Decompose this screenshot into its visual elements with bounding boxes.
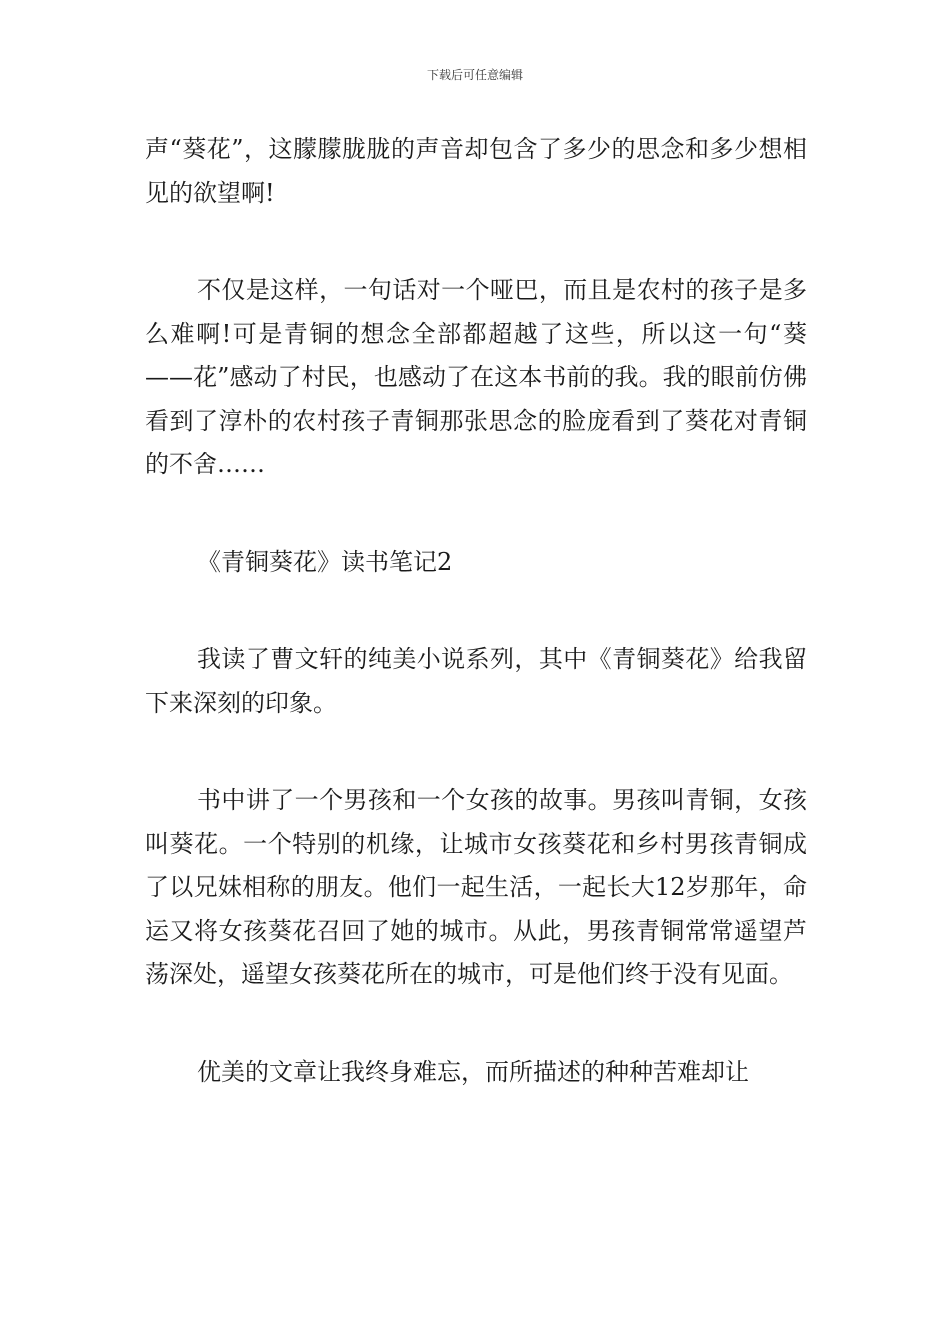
paragraph-2: 不仅是这样，一句话对一个哑巴，而且是农村的孩子是多么难啊!可是青铜的想念全部都超越了这些，所以这一句“葵——花”感动了村民，也感动了在这本书前的我。我的眼前仿佛看到了淳朴的农村孩子青铜那张思念的脸庞看到了葵花对青铜的不舍…… — [145, 276, 807, 478]
paragraph-1: 声“葵花”，这朦朦胧胧的声音却包含了多少的思念和多少想相见的欲望啊! — [145, 135, 807, 207]
section-title: 《青铜葵花》读书笔记2 — [197, 547, 453, 576]
paragraph-4: 书中讲了一个男孩和一个女孩的故事。男孩叫青铜，女孩叫葵花。一个特别的机缘，让城市女孩葵花和乡村男孩青铜成了以兄妹相称的朋友。他们一起生活，一起长大12岁那年，命运又将女孩葵花召回了她的城市。从此，男孩青铜常常遥望芦荡深处，遥望女孩葵花所在的城市，可是他们终于没有见面。 — [145, 786, 807, 988]
document-body — [145, 128, 807, 1148]
paragraph-3: 我读了曹文轩的纯美小说系列，其中《青铜葵花》给我留下来深刻的印象。 — [145, 645, 807, 717]
paragraph-5: 优美的文章让我终身难忘，而所描述的种种苦难却让 — [197, 1057, 749, 1086]
page-header: 下载后可任意编辑 — [426, 68, 523, 82]
